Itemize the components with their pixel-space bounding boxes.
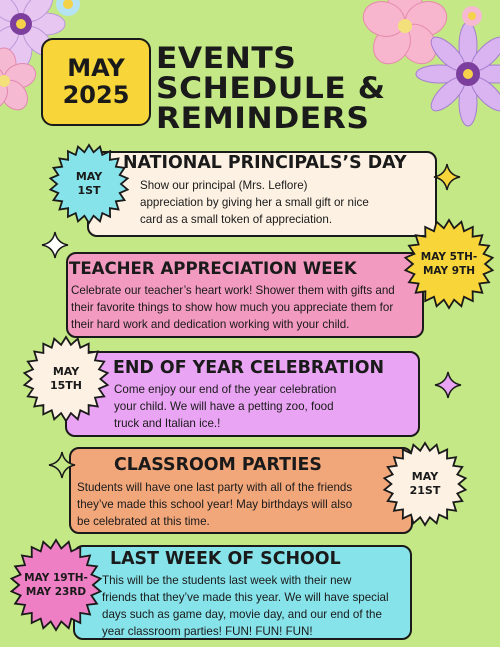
event-description-line: Come enjoy our end of the year celebration bbox=[114, 383, 337, 396]
event-title: END OF YEAR CELEBRATION bbox=[113, 358, 385, 378]
event-description bbox=[114, 381, 336, 432]
event-description-line: Students will have one last party with all of the friends bbox=[77, 481, 353, 494]
month-year-badge bbox=[41, 38, 151, 126]
event-description bbox=[140, 177, 369, 228]
burst-date-line: MAY 23RD bbox=[25, 586, 87, 598]
event-description bbox=[77, 479, 352, 530]
event-description-line: truck and Italian ice.! bbox=[114, 417, 221, 430]
event-description-line: Show our principal (Mrs. Leflore) bbox=[140, 179, 308, 192]
date-burst-event-5 bbox=[9, 538, 103, 632]
burst-date-line: MAY bbox=[411, 470, 439, 483]
burst-date-line: MAY 9TH bbox=[422, 265, 476, 277]
date-burst-event-1 bbox=[48, 143, 130, 225]
sparkle-icon bbox=[47, 450, 77, 480]
event-description-line: year classroom parties! FUN! FUN! FUN! bbox=[102, 625, 313, 638]
event-title: NATIONAL PRINCIPALS’S DAY bbox=[123, 153, 407, 173]
burst-date-line: MAY bbox=[75, 170, 103, 183]
event-description bbox=[71, 282, 395, 333]
event-description-line: appreciation by giving her a small gift or nice bbox=[140, 196, 369, 209]
event-description-line: their favorite things to show how much you appreciate them for bbox=[71, 301, 394, 314]
event-title: TEACHER APPRECIATION WEEK bbox=[69, 259, 357, 278]
burst-date-line: MAY 5TH- bbox=[420, 251, 478, 263]
burst-date-line: 1ST bbox=[77, 184, 101, 197]
burst-date-line: MAY bbox=[52, 365, 80, 378]
page-title-line1: EVENTS bbox=[156, 41, 297, 75]
event-description-line: they’ve made this school year! May birthdays will also bbox=[77, 498, 353, 511]
page-title-line3: REMINDERS bbox=[156, 101, 370, 135]
event-description bbox=[102, 572, 389, 640]
badge-year: 2025 bbox=[62, 81, 130, 109]
event-description-line: your child. We will have a petting zoo, food bbox=[114, 400, 334, 413]
event-description-line: days such as game day, movie day, and our end of the bbox=[102, 608, 382, 621]
date-burst-event-2 bbox=[403, 218, 495, 310]
event-description-line: friends that they’ve made this year. We will have special bbox=[102, 591, 389, 604]
event-description-line: Celebrate our teacher’s heart work! Shower them with gifts and bbox=[71, 284, 395, 297]
sparkle-icon bbox=[40, 230, 70, 260]
date-burst-event-4 bbox=[382, 441, 468, 527]
date-burst-event-3 bbox=[22, 335, 110, 423]
event-description-line: This will be the students last week with their new bbox=[102, 574, 352, 587]
burst-date-line: 15TH bbox=[49, 379, 83, 392]
event-title: LAST WEEK OF SCHOOL bbox=[110, 549, 341, 569]
burst-date-line: MAY 19TH- bbox=[24, 572, 88, 584]
event-description-line: their hard work and dedication working with your child. bbox=[71, 318, 350, 331]
burst-date-line: 21ST bbox=[409, 484, 441, 497]
badge-month: MAY bbox=[67, 54, 125, 82]
sparkle-icon bbox=[433, 370, 463, 400]
event-description-line: card as a small token of appreciation. bbox=[140, 213, 333, 226]
sparkle-icon bbox=[432, 162, 462, 192]
event-title: CLASSROOM PARTIES bbox=[114, 455, 322, 475]
event-description-line: be celebrated at this time. bbox=[77, 515, 210, 528]
page-title bbox=[156, 43, 386, 133]
page-title-line2: SCHEDULE & bbox=[156, 71, 386, 105]
